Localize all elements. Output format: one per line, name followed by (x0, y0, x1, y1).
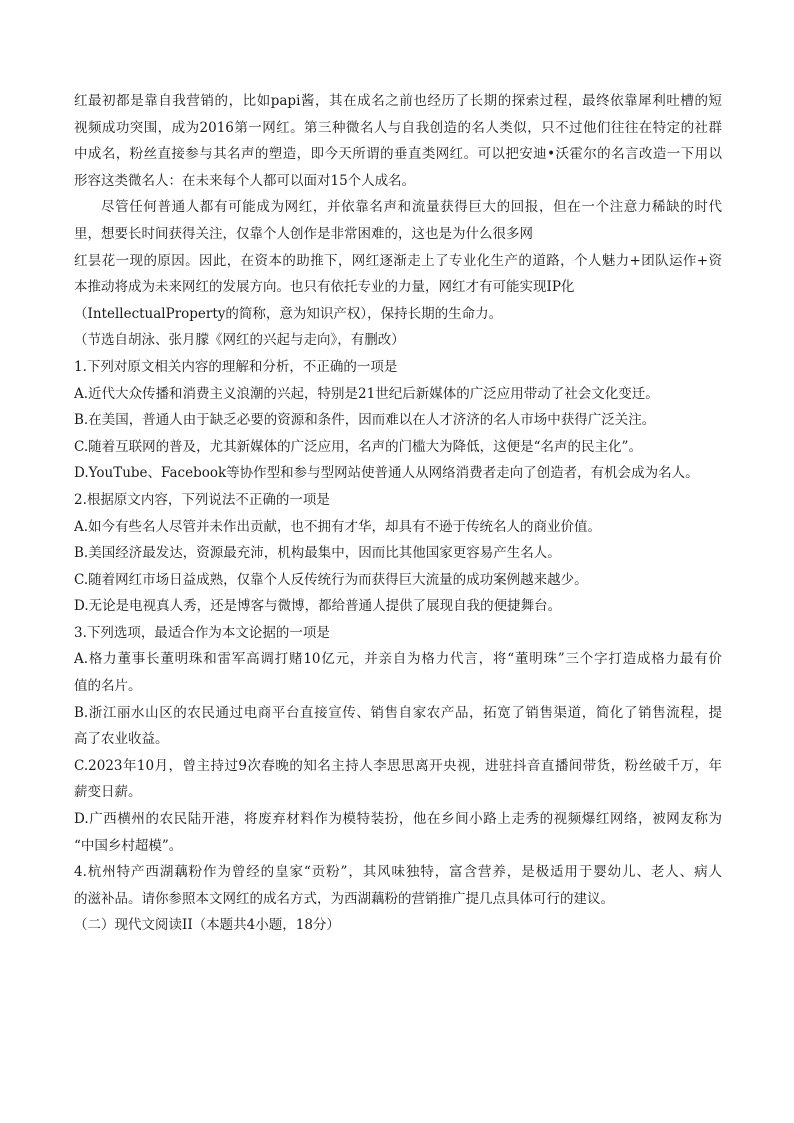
question-3-option-b: B.浙江丽水山区的农民通过电商平台直接宣传、销售自家农产品，拓宽了销售渠道，简化了销售流程，提 (74, 704, 722, 721)
question-3-option-c-cont: 薪变日薪。 (74, 784, 142, 801)
question-4-stem: 4.杭州特产西湖藕粉作为曾经的皇家“贡粉”，其风味独特，富含营养，是极适用于婴幼儿、老人、病人 (74, 864, 722, 881)
question-4-stem-cont: 的滋补品。请你参照本文网红的成名方式，为西湖藕粉的营销推广提几点具体可行的建议。 (74, 890, 614, 907)
source-citation: （节选自胡泳、张月朦《网红的兴起与走向》，有删改） (74, 332, 405, 349)
question-1-stem: 1.下列对原文相关内容的理解和分析，不正确的一项是 (74, 358, 398, 375)
question-1-option-b: B.在美国，普通人由于缺乏必要的资源和条件，因而难以在人才济济的名人市场中获得广泛关注。 (74, 412, 656, 429)
paragraph-line: 尽管任何普通人都有可能成为网红，并依靠名声和流量获得巨大的回报，但在一个注意力稀缺的时代 (101, 199, 722, 216)
question-3-stem: 3.下列选项，最适合作为本文论据的一项是 (74, 624, 330, 641)
paragraph-line: 里，想要长时间获得关注，仅靠个人创作是非常困难的，这也是为什么很多网 (74, 225, 533, 242)
question-3-option-a-cont: 值的名片。 (74, 678, 142, 695)
question-3-option-d: D.广西横州的农民陆开港，将废弃材料作为模特装扮，他在乡间小路上走秀的视频爆红网络，被网友称为 (74, 811, 722, 828)
question-2-option-c: C.随着网红市场日益成熟，仅靠个人反传统行为而获得巨大流量的成功案例越来越少。 (74, 571, 588, 588)
question-1-option-d: D.YouTube、Facebook等协作型和参与型网站使普通人从网络消费者走向了创造者，有机会成为名人。 (74, 465, 699, 482)
question-2-option-a: A.如今有些名人尽管并未作出贡献，也不拥有才华，却具有不逊于传统名人的商业价值。 (74, 518, 602, 535)
question-1-option-c: C.随着互联网的普及，尤其新媒体的广泛应用，名声的门槛大为降低，这便是“名声的民主化”。 (74, 438, 642, 455)
paragraph-line: 视频成功突围，成为2016第一网红。第三种微名人与自我创造的名人类似，只不过他们往往在特定的社群 (74, 119, 722, 136)
paragraph-line: 形容这类微名人：在未来每个人都可以面对15个人成名。 (74, 172, 416, 189)
paragraph-line: 本推动将成为未来网红的发展方向。也只有依托专业的力量，网红才有可能实现IP化 (74, 279, 575, 296)
question-3-option-d-cont: “中国乡村超模”。 (74, 837, 183, 854)
question-2-stem: 2.根据原文内容，下列说法不正确的一项是 (74, 491, 330, 508)
paragraph-line: 红昙花一现的原因。因此，在资本的助推下，网红逐渐走上了专业化生产的道路，个人魅力+团队运作+资 (74, 252, 722, 269)
paragraph-line: 红最初都是靠自我营销的，比如papi酱，其在成名之前也经历了长期的探索过程，最终依靠犀利吐槽的短 (74, 93, 722, 109)
question-3-option-c: C.2023年10月，曾主持过9次春晚的知名主持人李思思离开央视，进驻抖音直播间带货，粉丝破千万，年 (74, 757, 722, 774)
document-page (74, 88, 722, 939)
paragraph-line: （IntellectualProperty的简称，意为知识产权），保持长期的生命力。 (74, 305, 503, 322)
paragraph-line: 中成名，粉丝直接参与其名声的塑造，即今天所谓的垂直类网红。可以把安迪•沃霍尔的名言改造一下用以 (74, 146, 722, 163)
question-1-option-a: A.近代大众传播和消费主义浪潮的兴起，特别是21世纪后新媒体的广泛应用带动了社会文化变迁。 (74, 385, 659, 402)
section-heading: （二）现代文阅读II（本题共4小题，18分） (74, 917, 340, 934)
question-2-option-b: B.美国经济最发达，资源最充沛，机构最集中，因而比其他国家更容易产生名人。 (74, 545, 561, 562)
question-2-option-d: D.无论是电视真人秀，还是博客与微博，都给普通人提供了展现自我的便捷舞台。 (74, 598, 562, 615)
question-3-option-a: A.格力董事长董明珠和雷军高调打赌10亿元，并亲自为格力代言，将“董明珠”三个字打造成格力最有价 (74, 651, 722, 668)
question-3-option-b-cont: 高了农业收益。 (74, 731, 169, 748)
